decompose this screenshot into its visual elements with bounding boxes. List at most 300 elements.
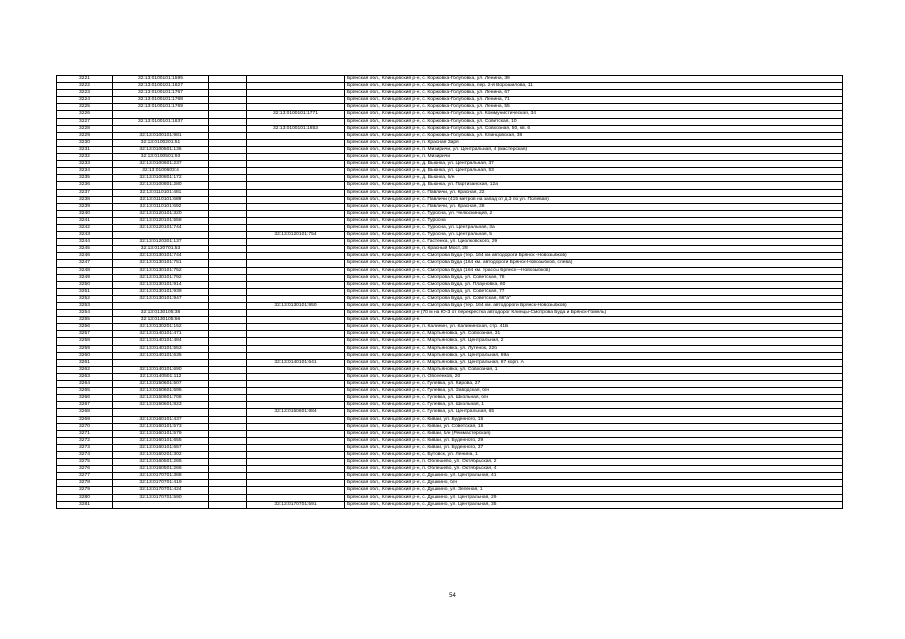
cadastral-number-alt-cell: 32:13:0140101:641	[247, 359, 345, 366]
cadastral-number-cell: 32:13:0140101:553	[113, 345, 209, 352]
row-number-cell: 3264	[57, 381, 113, 388]
address-cell: Брянская обл., Клинцовский р-н, с. Киваи, ул. Буденного, 37	[345, 444, 843, 451]
empty-cell	[209, 324, 247, 331]
empty-cell	[209, 352, 247, 359]
cadastral-number-alt-cell	[247, 487, 345, 494]
row-number-cell: 3262	[57, 366, 113, 373]
cadastral-number-cell: 32:13:0130101:947	[113, 295, 209, 302]
cadastral-number-alt-cell	[247, 331, 345, 338]
cadastral-number-cell: 32:13:0100801:280	[113, 182, 209, 189]
cadastral-number-cell: 32:13:0100101:1627	[113, 83, 209, 90]
table-row	[57, 423, 843, 430]
row-number-cell: 3279	[57, 487, 113, 494]
address-cell: Брянская обл., Клинцовский р-н, с. Мартьяновка, ул. Лутенок, 22б	[345, 345, 843, 352]
cadastral-number-alt-cell	[247, 246, 345, 253]
row-number-cell: 3233	[57, 161, 113, 168]
cadastral-number-cell	[113, 501, 209, 508]
row-number-cell: 3255	[57, 317, 113, 324]
cadastral-number-alt-cell: 32:13:0100101:1853	[247, 125, 345, 132]
address-cell: Брянская обл., Клинцовский р-н, с. Киваи, б/н (Реммастерская)	[345, 430, 843, 437]
cadastral-number-cell: 32:13:0110101:692	[113, 203, 209, 210]
row-number-cell: 3241	[57, 217, 113, 224]
cadastral-number-alt-cell	[247, 161, 345, 168]
table-row	[57, 111, 843, 118]
row-number-cell: 3272	[57, 437, 113, 444]
table-row	[57, 359, 843, 366]
cadastral-number-cell: 32:13:0160201:302	[113, 451, 209, 458]
address-cell: Брянская обл., Клинцовский р-н, д. Вьюнка, б/н	[345, 175, 843, 182]
address-cell: Брянская обл., Клинцовский р-н, с. Коржовка-Голубовка, пер. 2-й Ворошилова, 11	[345, 83, 843, 90]
empty-cell	[209, 388, 247, 395]
cadastral-number-alt-cell	[247, 402, 345, 409]
address-cell: Брянская обл., Клинцовский р-н, с. Гулевка, ул. Заводская, б/н	[345, 388, 843, 395]
row-number-cell: 3257	[57, 331, 113, 338]
empty-cell	[209, 111, 247, 118]
page-number: 54	[449, 593, 456, 599]
row-number-cell: 3238	[57, 196, 113, 203]
empty-cell	[209, 175, 247, 182]
empty-cell	[209, 466, 247, 473]
table-row	[57, 232, 843, 239]
address-cell: Брянская обл., Клинцовский р-н, с. Душкино, б/н	[345, 480, 843, 487]
cadastral-number-cell: 32:13:0120701:53	[113, 246, 209, 253]
table-row	[57, 175, 843, 182]
row-number-cell: 3265	[57, 388, 113, 395]
cadastral-number-cell: 32:13:0150601:507	[113, 381, 209, 388]
empty-cell	[209, 381, 247, 388]
table-row	[57, 459, 843, 466]
cadastral-number-alt-cell	[247, 104, 345, 111]
cadastral-number-alt-cell	[247, 90, 345, 97]
cadastral-number-cell: 32:13:0110101:481	[113, 189, 209, 196]
cadastral-number-alt-cell	[247, 288, 345, 295]
empty-cell	[209, 317, 247, 324]
cadastral-number-cell: 32:13:0140501:112	[113, 373, 209, 380]
address-cell: Брянская обл., Клинцовский р-н, п. Красная Заря	[345, 139, 843, 146]
row-number-cell: 3267	[57, 402, 113, 409]
table-row	[57, 182, 843, 189]
empty-cell	[209, 246, 247, 253]
table-row	[57, 90, 843, 97]
table-row	[57, 217, 843, 224]
cadastral-number-cell: 32:13:0100201:51	[113, 139, 209, 146]
table-row	[57, 324, 843, 331]
table-row	[57, 473, 843, 480]
empty-cell	[209, 189, 247, 196]
empty-cell	[209, 303, 247, 310]
cadastral-number-cell: 32:13:0100101:1837	[113, 118, 209, 125]
empty-cell	[209, 203, 247, 210]
property-registry-table	[56, 75, 843, 509]
table-row	[57, 430, 843, 437]
row-number-cell: 3249	[57, 274, 113, 281]
cadastral-number-cell	[113, 409, 209, 416]
address-cell: Брянская обл., Клинцовский р-н, с. Коржовка-Голубовка, ул. Ленина, 39	[345, 76, 843, 83]
cadastral-number-alt-cell	[247, 132, 345, 139]
cadastral-number-alt-cell	[247, 324, 345, 331]
table-row	[57, 303, 843, 310]
cadastral-number-cell: 32:13:0130201:152	[113, 324, 209, 331]
empty-cell	[209, 295, 247, 302]
cadastral-number-alt-cell	[247, 146, 345, 153]
row-number-cell: 3230	[57, 139, 113, 146]
empty-cell	[209, 139, 247, 146]
cadastral-number-alt-cell: 32:13:0100101:1771	[247, 111, 345, 118]
cadastral-number-cell: 32:13:0130101:751	[113, 260, 209, 267]
cadastral-number-cell: 32:13:0160501:265	[113, 459, 209, 466]
table-row	[57, 161, 843, 168]
table-row	[57, 125, 843, 132]
address-cell: Брянская обл., Клинцовский р-н, с. Смотрова Буда (164 км. трассы Брянск—Новозыбков)	[345, 267, 843, 274]
empty-cell	[209, 338, 247, 345]
cadastral-number-cell: 32:13:0150601:823	[113, 402, 209, 409]
table-row	[57, 416, 843, 423]
address-cell: Брянская обл., Клинцовский р-н, с. Бутовск, ул. Ленина, 1	[345, 451, 843, 458]
row-number-cell: 3278	[57, 480, 113, 487]
address-cell: Брянская обл., Клинцовский р-н, с. Коржовка-Голубовка, ул. Советская, 10	[345, 118, 843, 125]
row-number-cell: 3237	[57, 189, 113, 196]
address-cell: Брянская обл., Клинцовский р-н, д. Вьюнка, ул. Центральная, 53	[345, 168, 843, 175]
table-row	[57, 437, 843, 444]
address-cell: Брянская обл., Клинцовский р-н, с. Павличи (415 метров на запад от д.3 по ул. Полевая)	[345, 196, 843, 203]
row-number-cell: 3221	[57, 76, 113, 83]
cadastral-number-cell: 32:13:0130101:792	[113, 274, 209, 281]
cadastral-number-alt-cell	[247, 480, 345, 487]
row-number-cell: 3236	[57, 182, 113, 189]
empty-cell	[209, 118, 247, 125]
table-row	[57, 139, 843, 146]
cadastral-number-cell: 32:13:0100101:1595	[113, 76, 209, 83]
address-cell: Брянская обл., Клинцовский р-н, с. Гулевка, ул. Кирова, 27	[345, 381, 843, 388]
address-cell: Брянская обл., Клинцовский р-н, с. Смотрова Буда, ул. Советская, 66"а"	[345, 295, 843, 302]
cadastral-number-cell	[113, 111, 209, 118]
row-number-cell: 3253	[57, 303, 113, 310]
table-row	[57, 203, 843, 210]
table-row	[57, 97, 843, 104]
address-cell: Брянская обл., Клинцовский р-н, с. Мартьяновка, ул. Центральная, 67 корп. А	[345, 359, 843, 366]
row-number-cell: 3281	[57, 501, 113, 508]
table-row	[57, 409, 843, 416]
row-number-cell: 3229	[57, 132, 113, 139]
row-number-cell: 3248	[57, 267, 113, 274]
address-cell: Брянская обл., Клинцовский р-н, с. Гулевка, ул. Школьная, 1	[345, 402, 843, 409]
cadastral-number-alt-cell	[247, 430, 345, 437]
empty-cell	[209, 146, 247, 153]
address-cell: Брянская обл., Клинцовский р-н, с. Туросна, ул. Центральная, 5	[345, 232, 843, 239]
cadastral-number-cell: 32:13:0170701:419	[113, 480, 209, 487]
row-number-cell: 3228	[57, 125, 113, 132]
address-cell: Брянская обл., Клинцовский р-н, с. Гастенка, ул. Циолковского, 29	[345, 239, 843, 246]
empty-cell	[209, 161, 247, 168]
row-number-cell: 3243	[57, 232, 113, 239]
address-cell: Брянская обл., Клинцовский р-н, с. Коржовка-Голубовка, ул. Клинцовская, 38	[345, 132, 843, 139]
empty-cell	[209, 83, 247, 90]
cadastral-number-alt-cell	[247, 423, 345, 430]
address-cell: Брянская обл., Клинцовский р-н, п. Мизиричи, ул. Центральная, 4 (мастерская)	[345, 146, 843, 153]
cadastral-number-alt-cell	[247, 210, 345, 217]
address-cell: Брянская обл., Клинцовский р-н, п. Калинин, ул. Калининская, стр. 41Б	[345, 324, 843, 331]
table-row	[57, 104, 843, 111]
empty-cell	[209, 182, 247, 189]
empty-cell	[209, 423, 247, 430]
cadastral-number-alt-cell	[247, 274, 345, 281]
address-cell: Брянская обл., Клинцовский р-н, с. Коржовка-Голубовка, ул. Коммунистическая, 34	[345, 111, 843, 118]
empty-cell	[209, 239, 247, 246]
cadastral-number-alt-cell	[247, 451, 345, 458]
address-cell: Брянская обл., Клинцовский р-н, п. Овсеенков, 20	[345, 373, 843, 380]
address-cell: Брянская обл., Клинцовский р-н, с. Киваи, ул. Буденного, 29	[345, 437, 843, 444]
empty-cell	[209, 459, 247, 466]
table-row	[57, 260, 843, 267]
empty-cell	[209, 366, 247, 373]
cadastral-number-cell: 32:13:0170701:368	[113, 473, 209, 480]
row-number-cell: 3276	[57, 466, 113, 473]
cadastral-number-cell: 32:13:0120101:558	[113, 217, 209, 224]
empty-cell	[209, 125, 247, 132]
empty-cell	[209, 154, 247, 161]
empty-cell	[209, 402, 247, 409]
address-cell: Брянская обл., Клинцовский р-н, с. Душкино, ул. Центральная, 41	[345, 473, 843, 480]
cadastral-number-cell: 32:13:0130101:752	[113, 267, 209, 274]
cadastral-number-alt-cell: 32:13:0120101:754	[247, 232, 345, 239]
empty-cell	[209, 196, 247, 203]
table-row	[57, 373, 843, 380]
cadastral-number-cell	[113, 359, 209, 366]
row-number-cell: 3266	[57, 395, 113, 402]
empty-cell	[209, 437, 247, 444]
row-number-cell: 3270	[57, 423, 113, 430]
row-number-cell: 3280	[57, 494, 113, 501]
address-cell: Брянская обл., Клинцовский р-н, с. Киваи, ул. Советская, 16	[345, 423, 843, 430]
empty-cell	[209, 395, 247, 402]
empty-cell	[209, 90, 247, 97]
row-number-cell: 3223	[57, 90, 113, 97]
row-number-cell: 3250	[57, 281, 113, 288]
row-number-cell: 3275	[57, 459, 113, 466]
cadastral-number-cell: 32:13:0170701:424	[113, 487, 209, 494]
cadastral-number-alt-cell	[247, 437, 345, 444]
address-cell: Брянская обл., Клинцовский р-н	[345, 317, 843, 324]
empty-cell	[209, 430, 247, 437]
empty-cell	[209, 416, 247, 423]
address-cell: Брянская обл., Клинцовский р-н, с. Смотрова Буда (164 км. автодороги Брянск-Новозыбков, слева)	[345, 260, 843, 267]
cadastral-number-alt-cell	[247, 444, 345, 451]
row-number-cell: 3258	[57, 338, 113, 345]
row-number-cell: 3277	[57, 473, 113, 480]
address-cell: Брянская обл., Клинцовский р-н, с. Коржовка-Голубовка, ул. Ленина, 55	[345, 104, 843, 111]
table-row	[57, 168, 843, 175]
cadastral-number-alt-cell	[247, 175, 345, 182]
address-cell: Брянская обл., Клинцовский р-н, с. Смотрова Буда (тер. 164 км. автодороги Брянск-Новозыбков)	[345, 303, 843, 310]
address-cell: Брянская обл., Клинцовский р-н, с. Гулевка, ул. Школьная, б/н	[345, 395, 843, 402]
empty-cell	[209, 267, 247, 274]
empty-cell	[209, 494, 247, 501]
table-row	[57, 146, 843, 153]
address-cell: Брянская обл., Клинцовский р-н, д. Вьюнка, ул. Центральная, 37	[345, 161, 843, 168]
cadastral-number-cell: 32:13:0150601:708	[113, 395, 209, 402]
cadastral-number-alt-cell	[247, 196, 345, 203]
cadastral-number-cell: 32:13:0160101:579	[113, 430, 209, 437]
table-row	[57, 501, 843, 508]
cadastral-number-alt-cell	[247, 118, 345, 125]
row-number-cell: 3268	[57, 409, 113, 416]
table-row	[57, 281, 843, 288]
cadastral-number-cell: 32:13:0130101:939	[113, 288, 209, 295]
row-number-cell: 3247	[57, 260, 113, 267]
empty-cell	[209, 487, 247, 494]
empty-cell	[209, 274, 247, 281]
address-cell: Брянская обл., Клинцовский р-н, д. Вьюнка, ул. Партизанская, 12а	[345, 182, 843, 189]
cadastral-number-cell	[113, 232, 209, 239]
cadastral-number-alt-cell	[247, 459, 345, 466]
address-cell: Брянская обл., Клинцовский р-н, с. Смотрова Буда (тер. 164 км автодороги Брянск -Новозыбков)	[345, 253, 843, 260]
cadastral-number-cell: 32:13:0100501:135	[113, 146, 209, 153]
address-cell: Брянская обл., Клинцовский р-н, с. Смотрова Буда, ул. Плауновка, 60	[345, 281, 843, 288]
empty-cell	[209, 288, 247, 295]
empty-cell	[209, 132, 247, 139]
cadastral-number-cell: 32:13:0130101:914	[113, 281, 209, 288]
cadastral-number-alt-cell: 32:13:0150601:984	[247, 409, 345, 416]
cadastral-number-alt-cell	[247, 76, 345, 83]
table-row	[57, 189, 843, 196]
empty-cell	[209, 451, 247, 458]
cadastral-number-alt-cell	[247, 267, 345, 274]
table-row	[57, 154, 843, 161]
cadastral-number-alt-cell	[247, 168, 345, 175]
table-row	[57, 310, 843, 317]
empty-cell	[209, 345, 247, 352]
empty-cell	[209, 260, 247, 267]
cadastral-number-cell: 32:13:0100601:237	[113, 161, 209, 168]
row-number-cell: 3227	[57, 118, 113, 125]
cadastral-number-cell: 32:13:0120101:744	[113, 224, 209, 231]
cadastral-number-alt-cell	[247, 281, 345, 288]
table-row	[57, 76, 843, 83]
row-number-cell: 3222	[57, 83, 113, 90]
cadastral-number-cell: 32:13:0100101:981	[113, 132, 209, 139]
row-number-cell: 3239	[57, 203, 113, 210]
address-cell: Брянская обл., Клинцовский р-н, с. Павличи, ул. Красная, 28	[345, 203, 843, 210]
table-row	[57, 444, 843, 451]
empty-cell	[209, 373, 247, 380]
table-row	[57, 224, 843, 231]
cadastral-number-alt-cell	[247, 224, 345, 231]
cadastral-number-alt-cell	[247, 217, 345, 224]
empty-cell	[209, 104, 247, 111]
cadastral-number-alt-cell	[247, 494, 345, 501]
cadastral-number-cell: 32:13:0130101:744	[113, 253, 209, 260]
row-number-cell: 3231	[57, 146, 113, 153]
cadastral-number-alt-cell	[247, 395, 345, 402]
table-row	[57, 451, 843, 458]
empty-cell	[209, 444, 247, 451]
cadastral-number-alt-cell	[247, 260, 345, 267]
cadastral-number-cell: 32:13:0100101:1767	[113, 90, 209, 97]
row-number-cell: 3263	[57, 373, 113, 380]
row-number-cell: 3235	[57, 175, 113, 182]
table-row	[57, 338, 843, 345]
empty-cell	[209, 501, 247, 508]
empty-cell	[209, 281, 247, 288]
empty-cell	[209, 331, 247, 338]
table-row	[57, 196, 843, 203]
cadastral-number-cell: 32:13:0160101:437	[113, 416, 209, 423]
cadastral-number-cell: 32:13:0160501:266	[113, 466, 209, 473]
address-cell: Брянская обл., Клинцовский р-н, с. Смотрова Буда, ул. Советская, 77	[345, 288, 843, 295]
row-number-cell: 3274	[57, 451, 113, 458]
cadastral-number-alt-cell	[247, 338, 345, 345]
empty-cell	[209, 253, 247, 260]
address-cell: Брянская обл., Клинцовский р-н, с. Душкино, ул. Центральная, 35	[345, 501, 843, 508]
table-row	[57, 267, 843, 274]
empty-cell	[209, 232, 247, 239]
cadastral-number-cell: 32:13:0150601:695	[113, 388, 209, 395]
table-row	[57, 395, 843, 402]
empty-cell	[209, 224, 247, 231]
cadastral-number-cell	[113, 125, 209, 132]
cadastral-number-cell: 32:13:0100101:1769	[113, 104, 209, 111]
cadastral-number-cell: 32:13:0100101:1768	[113, 97, 209, 104]
cadastral-number-cell: 32:13:0110101:689	[113, 196, 209, 203]
cadastral-number-alt-cell	[247, 83, 345, 90]
empty-cell	[209, 310, 247, 317]
table-row	[57, 295, 843, 302]
table-row	[57, 480, 843, 487]
address-cell: Брянская обл., Клинцовский р-н (70 м на Ю-З от перекрестка автодорог Клинцы-Смотрова Буда и Брянск-Гомель)	[345, 310, 843, 317]
cadastral-number-cell: 32:13:0100603:4	[113, 168, 209, 175]
address-cell: Брянская обл., Клинцовский р-н, п. Облешево, ул. Октябрьская, 2	[345, 459, 843, 466]
cadastral-number-alt-cell	[247, 388, 345, 395]
address-cell: Брянская обл., Клинцовский р-н, с. Смотрова Буда, ул. Советская, 78	[345, 274, 843, 281]
cadastral-number-alt-cell	[247, 139, 345, 146]
row-number-cell: 3252	[57, 295, 113, 302]
cadastral-number-alt-cell	[247, 253, 345, 260]
address-cell: Брянская обл., Клинцовский р-н, с. Туросна, ул. Центральная, 3а	[345, 224, 843, 231]
table-row	[57, 253, 843, 260]
empty-cell	[209, 359, 247, 366]
cadastral-number-alt-cell	[247, 239, 345, 246]
address-cell: Брянская обл., Клинцовский р-н, с. Мартьяновка, ул. Совхозная, 1	[345, 366, 843, 373]
cadastral-number-alt-cell	[247, 317, 345, 324]
address-cell: Брянская обл., Клинцовский р-н, с. Туросна	[345, 217, 843, 224]
address-cell: Брянская обл., Клинцовский р-н, с. Душкино, ул. Центральная, 29	[345, 494, 843, 501]
cadastral-number-cell: 32:13:0160101:655	[113, 437, 209, 444]
table-row	[57, 118, 843, 125]
table-row	[57, 288, 843, 295]
empty-cell	[209, 210, 247, 217]
row-number-cell: 3269	[57, 416, 113, 423]
cadastral-number-cell: 32:13:0140101:690	[113, 366, 209, 373]
table-row	[57, 494, 843, 501]
cadastral-number-cell: 32:13:0100801:172	[113, 175, 209, 182]
cadastral-number-alt-cell: 32:13:0170701:591	[247, 501, 345, 508]
row-number-cell: 3271	[57, 430, 113, 437]
address-cell: Брянская обл., Клинцовский р-н, с. Душкино, ул. Зеленая, 1	[345, 487, 843, 494]
cadastral-number-alt-cell	[247, 466, 345, 473]
table-row	[57, 345, 843, 352]
cadastral-number-cell: 32:13:0140101:635	[113, 352, 209, 359]
cadastral-number-alt-cell	[247, 473, 345, 480]
address-cell: Брянская обл., Клинцовский р-н, с. Мартьяновка, ул. Центральная, 69а	[345, 352, 843, 359]
table-row	[57, 402, 843, 409]
cadastral-number-cell: 32:13:0160101:573	[113, 423, 209, 430]
cadastral-number-alt-cell	[247, 203, 345, 210]
row-number-cell: 3245	[57, 246, 113, 253]
table-row	[57, 487, 843, 494]
cadastral-number-cell: 32:13:0120301:137	[113, 239, 209, 246]
table-row	[57, 317, 843, 324]
cadastral-number-alt-cell: 32:13:0130101:950	[247, 303, 345, 310]
